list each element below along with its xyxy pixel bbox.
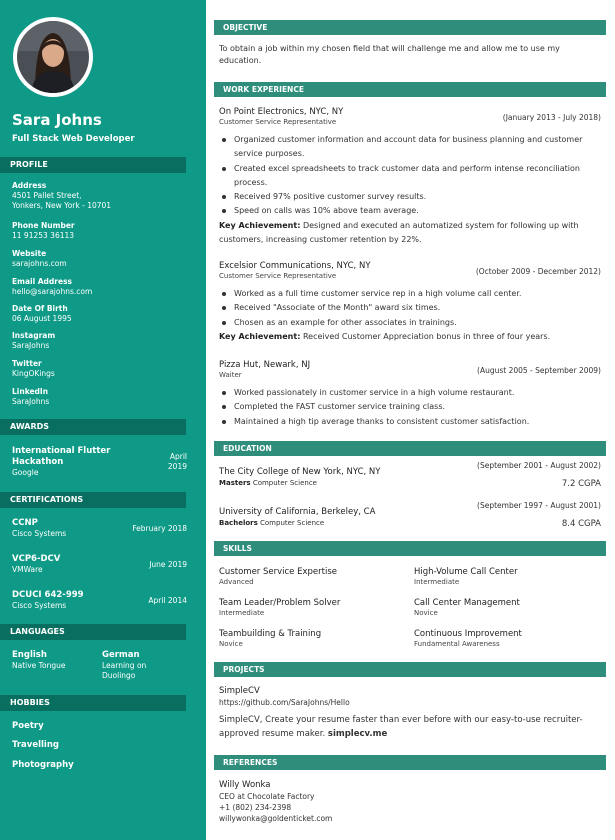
job-role: Customer Service Representative	[219, 118, 337, 126]
education-entry: (September 1997 - August 2001) University of California, Berkeley, CA Bachelors Computer Science 8.4 CGPA	[219, 501, 601, 529]
profile-linkedin: LinkedIn SaraJohns	[12, 387, 50, 406]
education-entry: (September 2001 - August 2002) The City College of New York, NYC, NY Masters Computer Science 7.2 CGPA	[219, 461, 601, 489]
hobby-item: Poetry	[12, 721, 44, 731]
list-item: Received 97% positive customer survey results.	[219, 190, 601, 204]
work-experience-heading: WORK EXPERIENCE	[214, 82, 606, 97]
list-item: Worked passionately in customer service in a high volume restaurant.	[219, 386, 601, 400]
job-role: Waiter	[219, 371, 242, 379]
profile-heading: PROFILE	[0, 157, 186, 173]
job-role: Customer Service Representative	[219, 272, 337, 280]
job-entry	[219, 261, 601, 344]
certifications-heading: CERTIFICATIONS	[0, 492, 186, 508]
skill-item: Customer Service Expertise Advanced	[219, 567, 337, 586]
certification-item: VCP6-DCV VMWare June 2019	[12, 554, 187, 574]
job-dates: (August 2005 - September 2009)	[477, 366, 601, 375]
job-bullets	[219, 386, 601, 429]
avatar	[13, 17, 93, 97]
instagram-link[interactable]: SaraJohns	[12, 341, 50, 350]
projects-heading: PROJECTS	[214, 662, 606, 677]
skill-item: Team Leader/Problem Solver Intermediate	[219, 598, 341, 617]
skill-item: Teambuilding & Training Novice	[219, 629, 322, 648]
project-name: SimpleCV	[219, 686, 260, 696]
profile-twitter: Twitter KingOKings	[12, 359, 55, 378]
reference-entry	[219, 780, 601, 824]
list-item: Chosen as an example for other associates in trainings.	[219, 316, 601, 330]
education-grade: 8.4 CGPA	[561, 519, 601, 529]
list-item: Organized customer information and account data for business planning and customer service purposes.	[219, 133, 601, 162]
list-item: Worked as a full time customer service rep in a high volume call center.	[219, 287, 601, 301]
sidebar	[0, 0, 206, 840]
job-dates: (October 2009 - December 2012)	[475, 267, 601, 276]
list-item: Completed the FAST customer service training class.	[219, 400, 601, 414]
profile-dob: Date Of Birth 06 August 1995	[12, 304, 72, 323]
objective-heading: OBJECTIVE	[214, 20, 606, 35]
candidate-name: Sara Johns	[12, 111, 102, 129]
education-dates: (September 1997 - August 2001)	[477, 501, 601, 510]
languages-heading: LANGUAGES	[0, 624, 186, 640]
award-item: International Flutter Hackathon Google April 2019	[12, 446, 187, 477]
list-item: Received "Associate of the Month" award six times.	[219, 301, 601, 315]
reference-name: Willy Wonka	[219, 780, 271, 790]
profile-website: Website sarajohns.com	[12, 249, 67, 268]
skill-item: High-Volume Call Center Intermediate	[414, 567, 518, 586]
linkedin-link[interactable]: SaraJohns	[12, 397, 50, 406]
reference-email[interactable]: willywonka@goldenticket.com	[219, 814, 333, 823]
job-company: On Point Electronics, NYC, NY	[219, 107, 344, 117]
key-achievement: Key Achievement: Designed and executed an automatized system for following up with customers, increasing customer retention by 22%.	[219, 220, 579, 245]
awards-heading: AWARDS	[0, 419, 186, 435]
skill-item: Continuous Improvement Fundamental Awareness	[414, 629, 522, 648]
references-heading: REFERENCES	[214, 755, 606, 770]
hobby-item: Photography	[12, 760, 74, 770]
reference-position: CEO at Chocolate Factory	[219, 792, 315, 801]
list-item: Created excel spreadsheets to track customer data and perform intense reconciliation process.	[219, 162, 601, 191]
education-school: The City College of New York, NYC, NY	[219, 467, 381, 477]
education-dates: (September 2001 - August 2002)	[477, 461, 601, 470]
education-heading: EDUCATION	[214, 441, 606, 456]
job-company: Excelsior Communications, NYC, NY	[219, 261, 371, 271]
job-entry	[219, 107, 601, 247]
certification-item: DCUCI 642-999 Cisco Systems April 2014	[12, 590, 187, 610]
profile-instagram: Instagram SaraJohns	[12, 331, 56, 350]
project-entry	[219, 686, 601, 741]
education-school: University of California, Berkeley, CA	[219, 507, 376, 517]
candidate-title: Full Stack Web Developer	[12, 134, 135, 144]
profile-photo	[17, 21, 89, 93]
list-item: Maintained a high tip average thanks to consistent customer satisfaction.	[219, 415, 601, 429]
objective-text: To obtain a job within my chosen field that will challenge me and allow me to use my education.	[219, 44, 560, 65]
project-url[interactable]: https://github.com/SaraJohns/Hello	[219, 698, 350, 707]
certification-item: CCNP Cisco Systems February 2018	[12, 518, 187, 538]
hobbies-heading: HOBBIES	[0, 695, 186, 711]
job-entry	[219, 360, 601, 429]
skills-heading: SKILLS	[214, 541, 606, 556]
profile-phone: Phone Number 11 91253 36113	[12, 221, 75, 240]
language-item: German Learning on Duolingo	[102, 650, 147, 680]
job-company: Pizza Hut, Newark, NJ	[219, 360, 311, 370]
hobby-item: Travelling	[12, 740, 59, 750]
project-link[interactable]: simplecv.me	[327, 728, 388, 739]
job-bullets	[219, 133, 601, 219]
profile-address: Address 4501 Pallet Street, Yonkers, New York - 10701	[12, 181, 112, 210]
reference-phone: +1 (802) 234-2398	[219, 803, 292, 812]
skill-item: Call Center Management Novice	[414, 598, 520, 617]
main-content	[206, 0, 615, 840]
email-link[interactable]: hello@sarajohns.com	[12, 287, 93, 296]
language-item: English Native Tongue	[12, 650, 66, 670]
project-description: SimpleCV, Create your resume faster than ever before with our easy-to-use recruiter-approved resume maker.	[219, 715, 583, 739]
job-bullets	[219, 287, 601, 330]
key-achievement: Key Achievement: Received Customer Appreciation bonus in three of four years.	[219, 331, 551, 341]
twitter-link[interactable]: KingOKings	[12, 369, 55, 378]
website-link[interactable]: sarajohns.com	[12, 259, 67, 268]
education-grade: 7.2 CGPA	[561, 479, 601, 489]
job-dates: (January 2013 - July 2018)	[502, 113, 601, 122]
profile-email: Email Address hello@sarajohns.com	[12, 277, 93, 296]
list-item: Speed on calls was 10% above team average.	[219, 204, 601, 218]
